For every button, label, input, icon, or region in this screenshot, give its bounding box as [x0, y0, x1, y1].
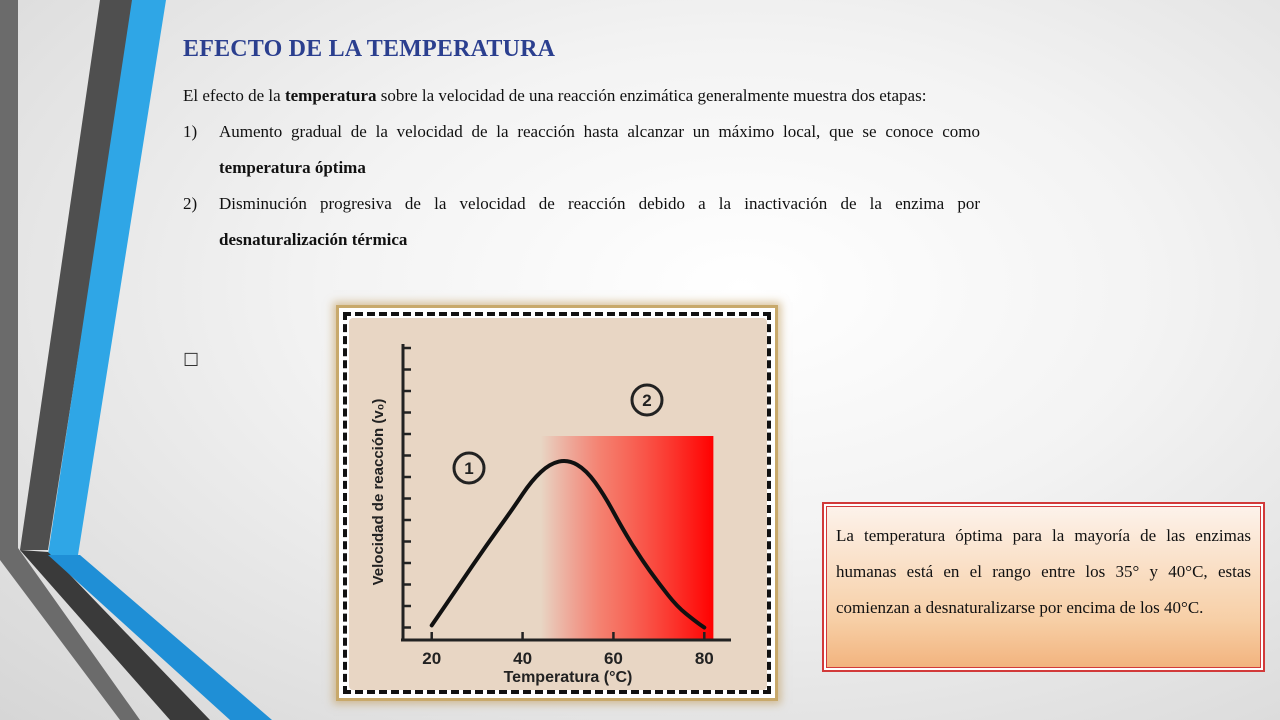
annotation-label-1: 1 — [464, 459, 474, 478]
temperature-chart — [347, 316, 773, 696]
x-tick-label: 60 — [603, 649, 623, 668]
y-axis-label: Velocidad de reacción (v₀) — [370, 398, 387, 586]
annotation-label-2: 2 — [642, 391, 652, 410]
note-text: La temperatura óptima para la mayoría de las enzimas humanas está en el rango entre los 35° y 40°C, estas comienzan a desnaturalizarse por encima de los 40°C. — [836, 526, 1251, 617]
list-number: 1) — [183, 122, 198, 141]
intro-text-2: sobre la velocidad de una reacción enzimática generalmente muestra dos etapas: — [376, 86, 927, 105]
list-number: 2) — [183, 194, 198, 213]
x-axis-label: Temperatura (°C) — [503, 669, 633, 686]
slide-title: EFECTO DE LA TEMPERATURA — [183, 36, 556, 62]
intro-paragraph — [183, 78, 980, 114]
optimal-temperature-note — [822, 502, 1265, 672]
chart-inner-frame — [343, 312, 771, 694]
list-text-bold: temperatura óptima — [219, 158, 366, 177]
list-text-plain: Disminución progresiva de la velocidad de reacción debido a la inactivación de la enzima por — [219, 194, 980, 213]
list-text-bold: desnaturalización térmica — [219, 230, 408, 249]
x-tick-label: 40 — [513, 649, 533, 668]
placeholder-glyph: ☐ — [183, 350, 200, 370]
list-item — [183, 114, 980, 186]
slide-body — [183, 78, 980, 258]
x-tick-label: 20 — [422, 649, 442, 668]
intro-text-1: El efecto de la — [183, 86, 285, 105]
chart-figure — [336, 305, 778, 701]
x-tick-label: 80 — [694, 649, 714, 668]
list-item — [183, 186, 980, 258]
list-text — [219, 186, 980, 258]
list-text-plain: Aumento gradual de la velocidad de la reacción hasta alcanzar un máximo local, que se conoce como — [219, 122, 980, 141]
list-text — [219, 114, 980, 186]
intro-bold: temperatura — [284, 86, 377, 105]
